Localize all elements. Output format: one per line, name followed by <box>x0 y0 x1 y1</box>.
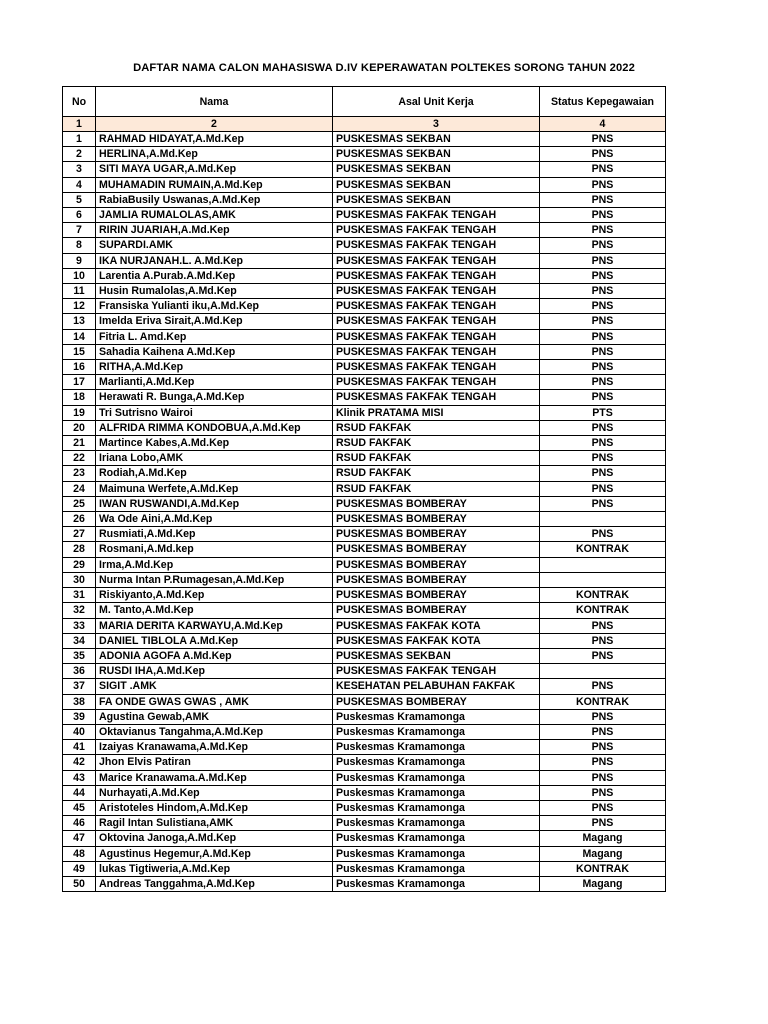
unit-cell: Puskesmas Kramamonga <box>333 861 540 876</box>
name-cell: Marlianti,A.Md.Kep <box>96 375 333 390</box>
status-cell: PTS <box>540 405 666 420</box>
name-cell: Wa Ode Aini,A.Md.Kep <box>96 512 333 527</box>
name-cell: RIRIN JUARIAH,A.Md.Kep <box>96 223 333 238</box>
table-row <box>63 481 666 496</box>
status-cell: PNS <box>540 299 666 314</box>
table-row <box>63 572 666 587</box>
table-row <box>63 284 666 299</box>
unit-cell: PUSKESMAS FAKFAK TENGAH <box>333 253 540 268</box>
unit-cell: PUSKESMAS FAKFAK TENGAH <box>333 268 540 283</box>
row-number: 40 <box>63 724 96 739</box>
table-row <box>63 633 666 648</box>
unit-cell: PUSKESMAS FAKFAK TENGAH <box>333 208 540 223</box>
unit-cell: PUSKESMAS FAKFAK TENGAH <box>333 375 540 390</box>
status-cell: PNS <box>540 724 666 739</box>
table-row <box>63 740 666 755</box>
row-number: 8 <box>63 238 96 253</box>
status-cell: PNS <box>540 755 666 770</box>
row-number: 13 <box>63 314 96 329</box>
row-number: 33 <box>63 618 96 633</box>
row-number: 12 <box>63 299 96 314</box>
status-cell: PNS <box>540 268 666 283</box>
status-cell: PNS <box>540 177 666 192</box>
unit-cell: PUSKESMAS BOMBERAY <box>333 572 540 587</box>
status-cell: KONTRAK <box>540 588 666 603</box>
name-cell: Rodiah,A.Md.Kep <box>96 466 333 481</box>
unit-cell: PUSKESMAS SEKBAN <box>333 177 540 192</box>
table-row <box>63 420 666 435</box>
row-number: 27 <box>63 527 96 542</box>
name-cell: SITI MAYA UGAR,A.Md.Kep <box>96 162 333 177</box>
name-cell: RAHMAD HIDAYAT,A.Md.Kep <box>96 132 333 147</box>
table-row <box>63 800 666 815</box>
status-cell: PNS <box>540 527 666 542</box>
status-cell: PNS <box>540 344 666 359</box>
name-cell: Andreas Tanggahma,A.Md.Kep <box>96 876 333 891</box>
name-cell: Marice Kranawama.A.Md.Kep <box>96 770 333 785</box>
unit-cell: PUSKESMAS FAKFAK KOTA <box>333 618 540 633</box>
row-number: 1 <box>63 132 96 147</box>
unit-cell: PUSKESMAS SEKBAN <box>333 147 540 162</box>
row-number: 49 <box>63 861 96 876</box>
row-number: 23 <box>63 466 96 481</box>
name-cell: ALFRIDA RIMMA KONDOBUA,A.Md.Kep <box>96 420 333 435</box>
table-row <box>63 436 666 451</box>
table-row <box>63 527 666 542</box>
name-cell: Ragil Intan Sulistiana,AMK <box>96 816 333 831</box>
status-cell: KONTRAK <box>540 694 666 709</box>
row-number: 48 <box>63 846 96 861</box>
status-cell: PNS <box>540 633 666 648</box>
table-row <box>63 785 666 800</box>
table-row <box>63 299 666 314</box>
unit-cell: PUSKESMAS FAKFAK KOTA <box>333 633 540 648</box>
status-cell: PNS <box>540 679 666 694</box>
unit-cell: PUSKESMAS BOMBERAY <box>333 496 540 511</box>
name-cell: Irma,A.Md.Kep <box>96 557 333 572</box>
status-cell: PNS <box>540 740 666 755</box>
table-row <box>63 618 666 633</box>
table-row <box>63 132 666 147</box>
header-status-kepegawaian: Status Kepegawaian <box>540 87 666 117</box>
table-row <box>63 755 666 770</box>
name-cell: Nurma Intan P.Rumagesan,A.Md.Kep <box>96 572 333 587</box>
name-cell: Riskiyanto,A.Md.Kep <box>96 588 333 603</box>
row-number: 11 <box>63 284 96 299</box>
name-cell: Aristoteles Hindom,A.Md.Kep <box>96 800 333 815</box>
status-cell: PNS <box>540 314 666 329</box>
name-cell: Fransiska Yulianti iku,A.Md.Kep <box>96 299 333 314</box>
unit-cell: PUSKESMAS FAKFAK TENGAH <box>333 223 540 238</box>
name-cell: lukas Tigtiweria,A.Md.Kep <box>96 861 333 876</box>
table-row <box>63 314 666 329</box>
row-number: 41 <box>63 740 96 755</box>
status-cell: PNS <box>540 162 666 177</box>
unit-cell: PUSKESMAS SEKBAN <box>333 192 540 207</box>
row-number: 3 <box>63 162 96 177</box>
row-number: 47 <box>63 831 96 846</box>
table-row <box>63 512 666 527</box>
status-cell: PNS <box>540 238 666 253</box>
header-no: No <box>63 87 96 117</box>
table-row <box>63 405 666 420</box>
status-cell: PNS <box>540 253 666 268</box>
status-cell: PNS <box>540 466 666 481</box>
table-row <box>63 466 666 481</box>
table-row <box>63 344 666 359</box>
name-cell: MUHAMADIN RUMAIN,A.Md.Kep <box>96 177 333 192</box>
status-cell: PNS <box>540 648 666 663</box>
unit-cell: PUSKESMAS FAKFAK TENGAH <box>333 344 540 359</box>
name-cell: JAMLIA RUMALOLAS,AMK <box>96 208 333 223</box>
name-cell: Rosmani,A.Md.kep <box>96 542 333 557</box>
row-number: 28 <box>63 542 96 557</box>
status-cell: PNS <box>540 436 666 451</box>
header-nama: Nama <box>96 87 333 117</box>
table-row <box>63 724 666 739</box>
name-cell: Sahadia Kaihena A.Md.Kep <box>96 344 333 359</box>
row-number: 44 <box>63 785 96 800</box>
row-number: 20 <box>63 420 96 435</box>
row-number: 36 <box>63 664 96 679</box>
row-number: 37 <box>63 679 96 694</box>
table-row <box>63 831 666 846</box>
table-row <box>63 709 666 724</box>
row-number: 15 <box>63 344 96 359</box>
unit-cell: PUSKESMAS BOMBERAY <box>333 512 540 527</box>
status-cell: PNS <box>540 329 666 344</box>
table-row <box>63 375 666 390</box>
table-row <box>63 390 666 405</box>
unit-cell: PUSKESMAS FAKFAK TENGAH <box>333 664 540 679</box>
status-cell <box>540 512 666 527</box>
unit-cell: PUSKESMAS FAKFAK TENGAH <box>333 238 540 253</box>
table-row <box>63 253 666 268</box>
unit-cell: Puskesmas Kramamonga <box>333 800 540 815</box>
name-cell: RabiaBusily Uswanas,A.Md.Kep <box>96 192 333 207</box>
header-row <box>63 87 666 117</box>
status-cell: PNS <box>540 375 666 390</box>
table-row <box>63 329 666 344</box>
status-cell: PNS <box>540 390 666 405</box>
table-row <box>63 861 666 876</box>
table-row <box>63 694 666 709</box>
table-row <box>63 360 666 375</box>
row-number: 25 <box>63 496 96 511</box>
name-cell: SUPARDI.AMK <box>96 238 333 253</box>
index-row <box>63 117 666 132</box>
name-cell: ADONIA AGOFA A.Md.Kep <box>96 648 333 663</box>
header-asal-unit-kerja: Asal Unit Kerja <box>333 87 540 117</box>
status-cell: PNS <box>540 192 666 207</box>
name-cell: Agustina Gewab,AMK <box>96 709 333 724</box>
unit-cell: PUSKESMAS BOMBERAY <box>333 557 540 572</box>
unit-cell: Puskesmas Kramamonga <box>333 876 540 891</box>
row-number: 9 <box>63 253 96 268</box>
row-number: 19 <box>63 405 96 420</box>
status-cell: PNS <box>540 770 666 785</box>
status-cell <box>540 557 666 572</box>
status-cell <box>540 664 666 679</box>
status-cell: PNS <box>540 709 666 724</box>
name-cell: Fitria L. Amd.Kep <box>96 329 333 344</box>
status-cell: PNS <box>540 147 666 162</box>
unit-cell: Klinik PRATAMA MISI <box>333 405 540 420</box>
row-number: 43 <box>63 770 96 785</box>
status-cell: Magang <box>540 831 666 846</box>
name-cell: RITHA,A.Md.Kep <box>96 360 333 375</box>
candidate-table <box>62 86 666 892</box>
unit-cell: Puskesmas Kramamonga <box>333 770 540 785</box>
unit-cell: RSUD FAKFAK <box>333 466 540 481</box>
name-cell: SIGIT .AMK <box>96 679 333 694</box>
name-cell: Maimuna Werfete,A.Md.Kep <box>96 481 333 496</box>
name-cell: Imelda Eriva Sirait,A.Md.Kep <box>96 314 333 329</box>
unit-cell: RSUD FAKFAK <box>333 436 540 451</box>
row-number: 17 <box>63 375 96 390</box>
table-row <box>63 603 666 618</box>
row-number: 50 <box>63 876 96 891</box>
row-number: 35 <box>63 648 96 663</box>
row-number: 31 <box>63 588 96 603</box>
name-cell: M. Tanto,A.Md.Kep <box>96 603 333 618</box>
unit-cell: Puskesmas Kramamonga <box>333 785 540 800</box>
unit-cell: Puskesmas Kramamonga <box>333 816 540 831</box>
name-cell: FA ONDE GWAS GWAS , AMK <box>96 694 333 709</box>
status-cell: PNS <box>540 451 666 466</box>
unit-cell: RSUD FAKFAK <box>333 420 540 435</box>
row-number: 39 <box>63 709 96 724</box>
table-row <box>63 268 666 283</box>
name-cell: RUSDI IHA,A.Md.Kep <box>96 664 333 679</box>
unit-cell: Puskesmas Kramamonga <box>333 831 540 846</box>
table-row <box>63 451 666 466</box>
unit-cell: PUSKESMAS FAKFAK TENGAH <box>333 360 540 375</box>
row-number: 18 <box>63 390 96 405</box>
name-cell: Iriana Lobo,AMK <box>96 451 333 466</box>
row-number: 10 <box>63 268 96 283</box>
name-cell: Izaiyas Kranawama,A.Md.Kep <box>96 740 333 755</box>
row-number: 30 <box>63 572 96 587</box>
row-number: 45 <box>63 800 96 815</box>
index-cell: 4 <box>540 117 666 132</box>
row-number: 7 <box>63 223 96 238</box>
status-cell: PNS <box>540 208 666 223</box>
index-cell: 2 <box>96 117 333 132</box>
row-number: 6 <box>63 208 96 223</box>
row-number: 24 <box>63 481 96 496</box>
table-row <box>63 542 666 557</box>
unit-cell: Puskesmas Kramamonga <box>333 755 540 770</box>
row-number: 32 <box>63 603 96 618</box>
unit-cell: PUSKESMAS BOMBERAY <box>333 588 540 603</box>
row-number: 5 <box>63 192 96 207</box>
unit-cell: Puskesmas Kramamonga <box>333 709 540 724</box>
index-cell: 3 <box>333 117 540 132</box>
table-row <box>63 177 666 192</box>
name-cell: Larentia A.Purab.A.Md.Kep <box>96 268 333 283</box>
table-body <box>63 132 666 892</box>
unit-cell: PUSKESMAS BOMBERAY <box>333 542 540 557</box>
status-cell: PNS <box>540 618 666 633</box>
status-cell: PNS <box>540 800 666 815</box>
table-row <box>63 238 666 253</box>
status-cell: PNS <box>540 223 666 238</box>
table-row <box>63 557 666 572</box>
table-row <box>63 162 666 177</box>
unit-cell: Puskesmas Kramamonga <box>333 724 540 739</box>
unit-cell: RSUD FAKFAK <box>333 481 540 496</box>
status-cell: PNS <box>540 816 666 831</box>
name-cell: Nurhayati,A.Md.Kep <box>96 785 333 800</box>
document-title: DAFTAR NAMA CALON MAHASISWA D.IV KEPERAWATAN POLTEKES SORONG TAHUN 2022 <box>133 62 635 74</box>
status-cell: PNS <box>540 481 666 496</box>
status-cell: PNS <box>540 420 666 435</box>
unit-cell: PUSKESMAS FAKFAK TENGAH <box>333 299 540 314</box>
table-row <box>63 147 666 162</box>
unit-cell: PUSKESMAS BOMBERAY <box>333 527 540 542</box>
name-cell: Oktovina Janoga,A.Md.Kep <box>96 831 333 846</box>
unit-cell: RSUD FAKFAK <box>333 451 540 466</box>
row-number: 29 <box>63 557 96 572</box>
table-row <box>63 770 666 785</box>
name-cell: Herawati R. Bunga,A.Md.Kep <box>96 390 333 405</box>
unit-cell: PUSKESMAS SEKBAN <box>333 132 540 147</box>
unit-cell: PUSKESMAS BOMBERAY <box>333 603 540 618</box>
status-cell: PNS <box>540 360 666 375</box>
unit-cell: Puskesmas Kramamonga <box>333 846 540 861</box>
name-cell: Tri Sutrisno Wairoi <box>96 405 333 420</box>
row-number: 46 <box>63 816 96 831</box>
unit-cell: PUSKESMAS BOMBERAY <box>333 694 540 709</box>
name-cell: IKA NURJANAH.L. A.Md.Kep <box>96 253 333 268</box>
name-cell: DANIEL TIBLOLA A.Md.Kep <box>96 633 333 648</box>
table-row <box>63 208 666 223</box>
name-cell: Rusmiati,A.Md.Kep <box>96 527 333 542</box>
status-cell: PNS <box>540 132 666 147</box>
name-cell: IWAN RUSWANDI,A.Md.Kep <box>96 496 333 511</box>
unit-cell: PUSKESMAS FAKFAK TENGAH <box>333 314 540 329</box>
name-cell: MARIA DERITA KARWAYU,A.Md.Kep <box>96 618 333 633</box>
index-cell: 1 <box>63 117 96 132</box>
status-cell: PNS <box>540 284 666 299</box>
unit-cell: PUSKESMAS SEKBAN <box>333 648 540 663</box>
name-cell: Jhon Elvis Patiran <box>96 755 333 770</box>
table-row <box>63 664 666 679</box>
table-row <box>63 846 666 861</box>
name-cell: Oktavianus Tangahma,A.Md.Kep <box>96 724 333 739</box>
row-number: 38 <box>63 694 96 709</box>
name-cell: HERLINA,A.Md.Kep <box>96 147 333 162</box>
status-cell: Magang <box>540 846 666 861</box>
row-number: 22 <box>63 451 96 466</box>
table-row <box>63 496 666 511</box>
table-row <box>63 223 666 238</box>
row-number: 14 <box>63 329 96 344</box>
table-row <box>63 648 666 663</box>
status-cell: KONTRAK <box>540 861 666 876</box>
status-cell: PNS <box>540 496 666 511</box>
table-row <box>63 876 666 891</box>
unit-cell: PUSKESMAS FAKFAK TENGAH <box>333 284 540 299</box>
status-cell: Magang <box>540 876 666 891</box>
row-number: 16 <box>63 360 96 375</box>
name-cell: Agustinus Hegemur,A.Md.Kep <box>96 846 333 861</box>
row-number: 42 <box>63 755 96 770</box>
table-row <box>63 679 666 694</box>
status-cell: KONTRAK <box>540 603 666 618</box>
unit-cell: Puskesmas Kramamonga <box>333 740 540 755</box>
row-number: 34 <box>63 633 96 648</box>
name-cell: Martince Kabes,A.Md.Kep <box>96 436 333 451</box>
table-row <box>63 816 666 831</box>
row-number: 26 <box>63 512 96 527</box>
status-cell: KONTRAK <box>540 542 666 557</box>
table-row <box>63 588 666 603</box>
unit-cell: KESEHATAN PELABUHAN FAKFAK <box>333 679 540 694</box>
row-number: 21 <box>63 436 96 451</box>
row-number: 4 <box>63 177 96 192</box>
unit-cell: PUSKESMAS FAKFAK TENGAH <box>333 390 540 405</box>
status-cell <box>540 572 666 587</box>
table-row <box>63 192 666 207</box>
unit-cell: PUSKESMAS FAKFAK TENGAH <box>333 329 540 344</box>
name-cell: Husin Rumalolas,A.Md.Kep <box>96 284 333 299</box>
unit-cell: PUSKESMAS SEKBAN <box>333 162 540 177</box>
status-cell: PNS <box>540 785 666 800</box>
row-number: 2 <box>63 147 96 162</box>
